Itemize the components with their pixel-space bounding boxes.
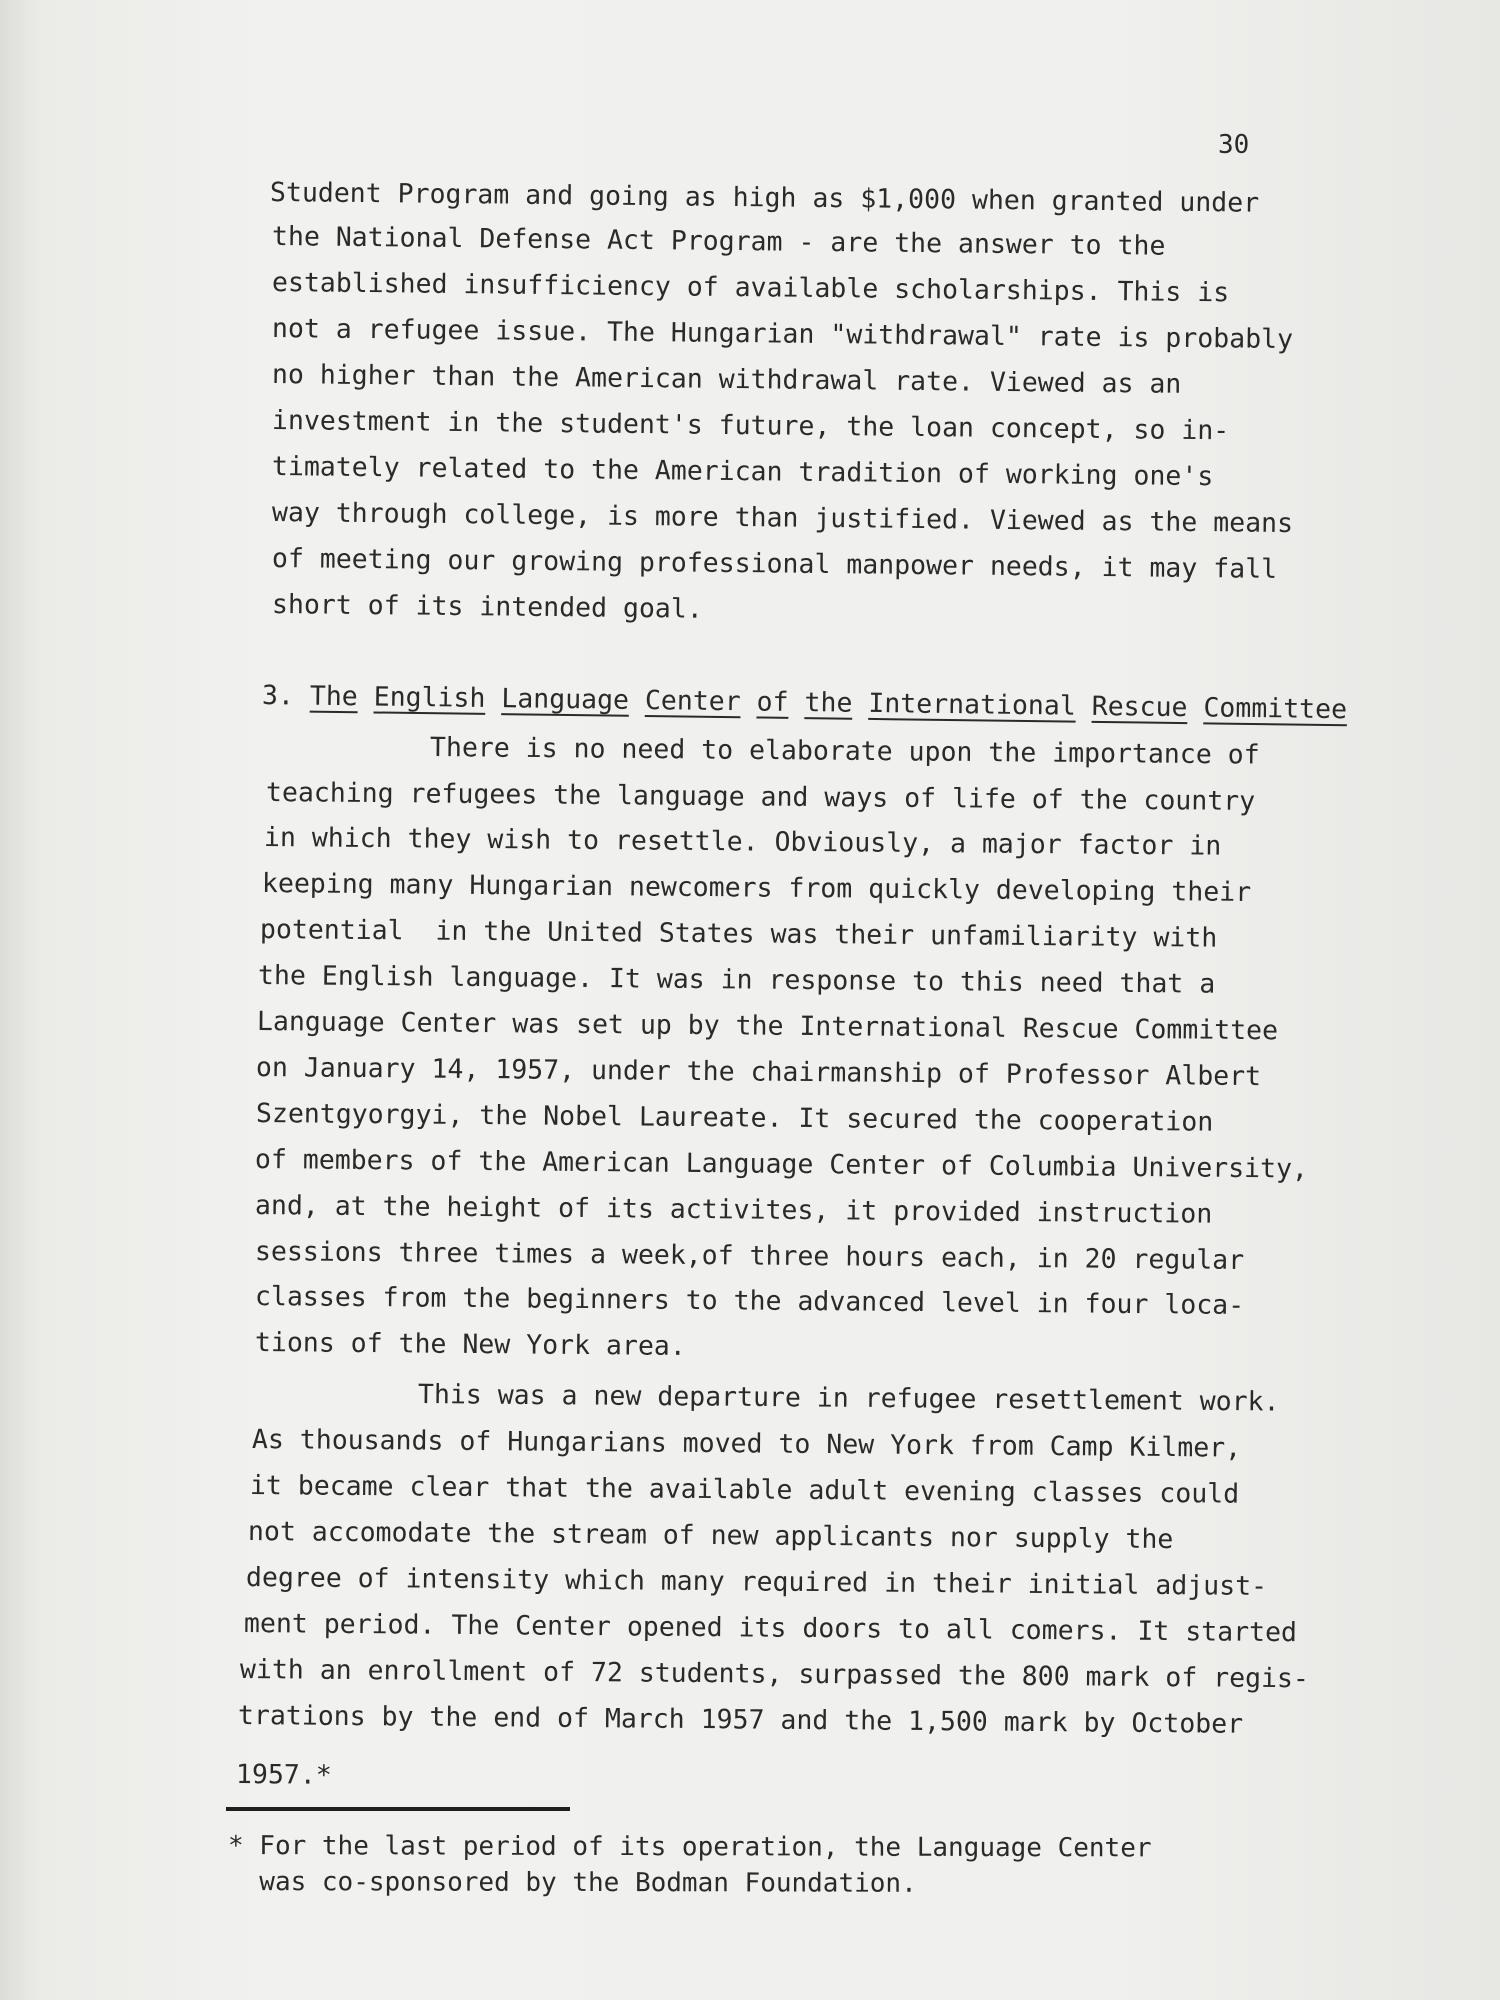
paragraph-3-line: not accomodate the stream of new applicants nor supply the — [247, 1516, 1174, 1556]
heading-word: International — [868, 687, 1076, 722]
paragraph-2-line: classes from the beginners to the advanced level in four loca- — [254, 1281, 1245, 1321]
paragraph-2-line: Language Center was set up by the International Rescue Committee — [256, 1006, 1279, 1047]
paragraph-2-line: There is no need to elaborate upon the importance of — [429, 732, 1260, 771]
paragraph-2-line: the English language. It was in response to this need that a — [257, 960, 1216, 1000]
paragraph-1-line: way through college, is more than justified. Viewed as the means — [271, 497, 1294, 540]
paragraph-1-line: investment in the student's future, the loan concept, so in- — [271, 405, 1230, 447]
paragraph-3-line: This was a new departure in refugee resettlement work. — [417, 1379, 1280, 1418]
paragraph-1-line: not a refugee issue. The Hungarian "withdrawal" rate is probably — [271, 313, 1294, 356]
paragraph-1-line: timately related to the American tradition of working one's — [271, 451, 1214, 493]
heading-word: the — [804, 687, 853, 719]
paragraph-1-line: of meeting our growing professional manpower needs, it may fall — [271, 543, 1278, 585]
paragraph-2-line: keeping many Hungarian newcomers from quickly developing their — [261, 868, 1252, 908]
paragraph-2-line: Szentgyorgyi, the Nobel Laureate. It secured the cooperation — [255, 1098, 1214, 1138]
paragraph-3-line: As thousands of Hungarians moved to New York from Camp Kilmer, — [251, 1424, 1242, 1464]
paragraph-2-line: tions of the New York area. — [254, 1327, 686, 1362]
paragraph-3-line: degree of intensity which many required in their initial adjust- — [245, 1562, 1268, 1602]
heading-word: Center — [644, 685, 741, 718]
paragraph-2-line: teaching refugees the language and ways of life of the country — [265, 777, 1256, 817]
paragraph-1-line: Student Program and going as high as $1,000 when granted under — [269, 177, 1260, 219]
footnote-divider — [226, 1807, 570, 1811]
footnote-line: was co-sponsored by the Bodman Foundation. — [227, 1867, 917, 1899]
section-heading — [262, 680, 1347, 725]
heading-word: Language — [501, 683, 630, 716]
paragraph-1-line: the National Defense Act Program - are the answer to the — [271, 221, 1166, 262]
heading-word: Committee — [1203, 692, 1348, 726]
paragraph-2-line: and, at the height of its activites, it provided instruction — [254, 1190, 1213, 1230]
heading-word: English — [373, 681, 486, 714]
heading-word: Rescue — [1091, 690, 1188, 724]
paragraph-3-line: it became clear that the available adult evening classes could — [249, 1470, 1240, 1510]
paragraph-1-line: established insufficiency of available scholarships. This is — [271, 267, 1230, 309]
paragraph-1-line: short of its intended goal. — [271, 589, 703, 625]
section-number: 3. — [261, 680, 295, 712]
heading-word: of — [756, 686, 789, 718]
paragraph-2-line: in which they wish to resettle. Obviously, a major factor in — [263, 822, 1222, 862]
footnote-line: * For the last period of its operation, the Language Center — [227, 1831, 1152, 1864]
paragraph-1-line: no higher than the American withdrawal rate. Viewed as an — [271, 359, 1182, 400]
paragraph-3-line: trations by the end of March 1957 and the 1,500 mark by October — [237, 1700, 1244, 1740]
heading-word: The — [309, 680, 358, 713]
paragraph-3-line: 1957.* — [235, 1759, 332, 1791]
paragraph-2-line: sessions three times a week,of three hours each, in 20 regular — [254, 1236, 1245, 1276]
page-number: 30 — [1218, 130, 1250, 160]
paragraph-2-line: potential in the United States was their unfamiliarity with — [259, 914, 1218, 954]
paragraph-2-line: of members of the American Language Center of Columbia University, — [254, 1144, 1309, 1185]
paragraph-2-line: on January 14, 1957, under the chairmanship of Professor Albert — [255, 1052, 1262, 1093]
paragraph-3-line: ment period. The Center opened its doors to all comers. It started — [243, 1608, 1298, 1649]
paragraph-3-line: with an enrollment of 72 students, surpassed the 800 mark of regis- — [239, 1654, 1310, 1695]
